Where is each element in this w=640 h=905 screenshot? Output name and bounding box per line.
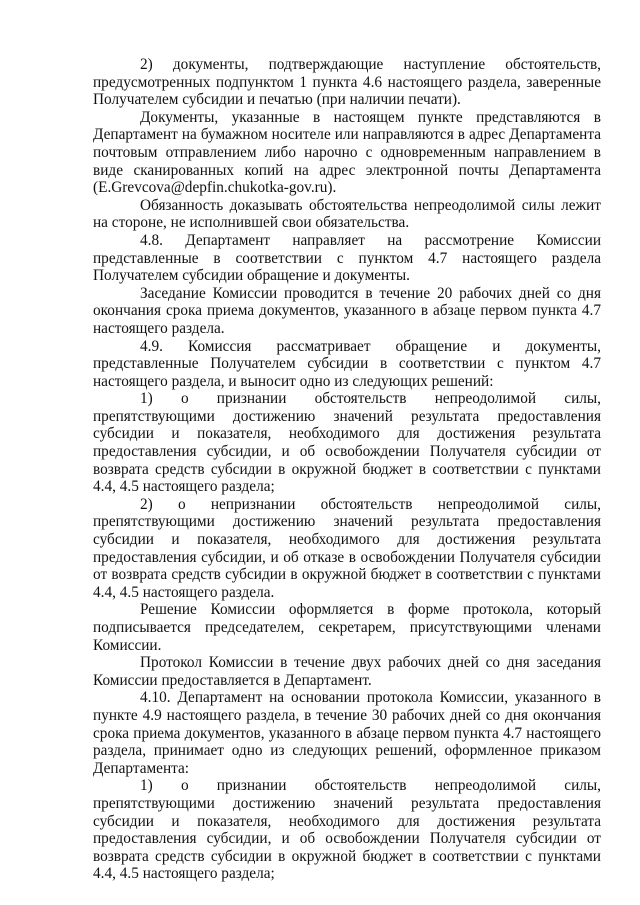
- paragraph-protocol-submission: Протокол Комиссии в течение двух рабочих дней со дня заседания Комиссии предоставляется в Департамент.: [93, 654, 601, 689]
- paragraph-4-10: 4.10. Департамент на основании протокола Комиссии, указанного в пункте 4.9 настоящего раздела, в течение 30 рабочих дней со дня окончания срока приема документов, указанного в абзаце первом пункта 4.7 настоящего раздела, принимает одно из следующих решений, оформленное приказом Департамента:: [93, 689, 601, 777]
- document-page: [93, 56, 601, 883]
- paragraph-decision-non-recognition: 2) о непризнании обстоятельств непреодолимой силы, препятствующими достижению значений результата предоставления субсидии и показателя, необходимого для достижения результата предоставления субсидии, и об отказе в освобождении Получателя субсидии от возврата средств субсидии в окружной бюджет в соответствии с пунктами 4.4, 4.5 настоящего раздела.: [93, 495, 601, 601]
- paragraph-documents-confirming: 2) документы, подтверждающие наступление обстоятельств, предусмотренных подпунктом 1 пункта 4.6 настоящего раздела, заверенные Получателем субсидии и печатью (при наличии печати).: [93, 56, 601, 109]
- paragraph-decision-recognition: 1) о признании обстоятельств непреодолимой силы, препятствующими достижению значений результата предоставления субсидии и показателя, необходимого для достижения результата предоставления субсидии, и об освобождении Получателя субсидии от возврата средств субсидии в окружной бюджет в соответствии с пунктами 4.4, 4.5 настоящего раздела;: [93, 390, 601, 496]
- paragraph-commission-meeting: Заседание Комиссии проводится в течение 20 рабочих дней со дня окончания срока приема документов, указанного в абзаце первом пункта 4.7 настоящего раздела.: [93, 284, 601, 337]
- paragraph-4-8: 4.8. Департамент направляет на рассмотрение Комиссии представленные в соответствии с пунктом 4.7 настоящего раздела Получателем субсидии обращение и документы.: [93, 231, 601, 285]
- paragraph-department-decision-recognition: 1) о признании обстоятельств непреодолимой силы, препятствующими достижению значений результата предоставления субсидии и показателя, необходимого для достижения результата предоставления субсидии, и об освобождении Получателя субсидии от возврата средств субсидии в окружной бюджет в соответствии с пунктами 4.4, 4.5 настоящего раздела;: [93, 777, 601, 883]
- paragraph-protocol-form: Решение Комиссии оформляется в форме протокола, который подписывается председателем, секретарем, присутствующими членами Комиссии.: [93, 601, 601, 654]
- paragraph-burden-of-proof: Обязанность доказывать обстоятельства непреодолимой силы лежит на стороне, не исполнившей свои обязательства.: [93, 196, 601, 232]
- paragraph-4-9: 4.9. Комиссия рассматривает обращение и документы, представленные Получателем субсидии в соответствии с пунктом 4.7 настоящего раздела, и выносит одно из следующих решений:: [93, 337, 601, 390]
- paragraph-submission-method: Документы, указанные в настоящем пункте представляются в Департамент на бумажном носителе или направляются в адрес Департамента почтовым отправлением либо нарочно с одновременным направлением в виде сканированных копий на адрес электронной почты Департамента (E.Grevcova@depfin.chukotka-gov.ru).: [93, 108, 601, 197]
